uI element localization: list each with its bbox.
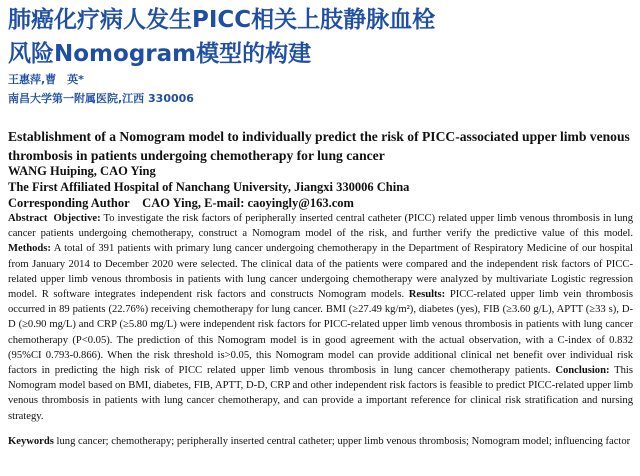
chinese-affiliation: 南昌大学第一附属医院,江西 330006 [8, 92, 194, 105]
keywords-label: Keywords [8, 436, 54, 447]
objective-text: To investigate the risk factors of peripherally inserted central catheter (PICC) related upper limb venous thrombosis in lung cancer patients undergoing chemotherapy, construct a Nomogram model of the risk, and further verify the predictive value of this model. [8, 213, 634, 240]
keywords [8, 434, 633, 449]
corresponding-author-contact: CAO Ying, E-mail: caoyingly@163.com [142, 196, 354, 210]
conclusion-label: Conclusion: [555, 365, 610, 377]
abstract-label: Abstract [8, 213, 48, 224]
conclusion-text: This Nomogram model based on BMI, diabetes, FIB, APTT, D-D, CRP and other independent risk factors is feasible to predict PICC-related upper limb venous thrombosis in patients with lung cancer chemotherapy, and can provide a important reference for clinical risk stratification and nursing strategy. [8, 365, 634, 422]
chinese-authors: 王惠萍,曹 英* [8, 73, 84, 86]
english-authors: WANG Huiping, CAO Ying [8, 164, 156, 178]
english-title: Establishment of a Nomogram model to individually predict the risk of PICC-associated upper limb venous thrombosis in patients undergoing chemotherapy for lung cancer [8, 129, 630, 163]
corresponding-author-label: Corresponding Author [8, 196, 130, 210]
abstract-body [8, 211, 633, 424]
objective-label: Objective: [53, 213, 101, 224]
chinese-title-line-1: 肺癌化疗病人发生PICC相关上肢静脉血栓 [8, 7, 436, 33]
methods-text: A total of 391 patients with primary lung cancer undergoing chemotherapy in the Department of Respiratory Medicine of our hospital from January 2014 to December 2020 were selected. The clinical data of the patients were compared and the independent risk factors of PICC-related upper limb venous thrombosis in patients with lung cancer undergoing chemotherapy were analyzed by multivariate Logistic regression model. R software integrates independent risk factors and constructs Nomogram models. [8, 243, 633, 301]
results-label: Results: [408, 289, 446, 301]
chinese-title-line-2: 风险Nomogram模型的构建 [8, 41, 312, 67]
keywords-text: lung cancer; chemotherapy; peripherally inserted central catheter; upper limb venous thrombosis; Nomogram model; influencing factor [53, 436, 631, 447]
corresponding-author [8, 196, 354, 211]
english-affiliation: The First Affiliated Hospital of Nanchang University, Jiangxi 330006 China [8, 180, 410, 194]
results-text: PICC-related upper limb vein thrombosis occurred in 89 patients (22.76%) receiving chemotherapy for lung cancer. BMI (≥27.49 kg/m²), diabetes (yes), FIB (≥3.60 g/L), APTT (≥33 s), D-D (≥0.90 mg/L) and CRP (≥5.80 mg/L) were independent risk factors for PICC-related upper limb venous thrombosis in patients with lung cancer chemotherapy (P<0.05). The prediction of this Nomogram model is in good agreement with the actual observation, with a C-index of 0.832 (95%CI 0.793-0.866). When the risk threshold is>0.05, this Nomogram model can provide additional clinical net benefit over individual risk factors in predicting the high risk of PICC related upper limb venous thrombosis in lung cancer chemotherapy patients. [8, 289, 633, 377]
methods-label: Methods: [8, 243, 51, 255]
